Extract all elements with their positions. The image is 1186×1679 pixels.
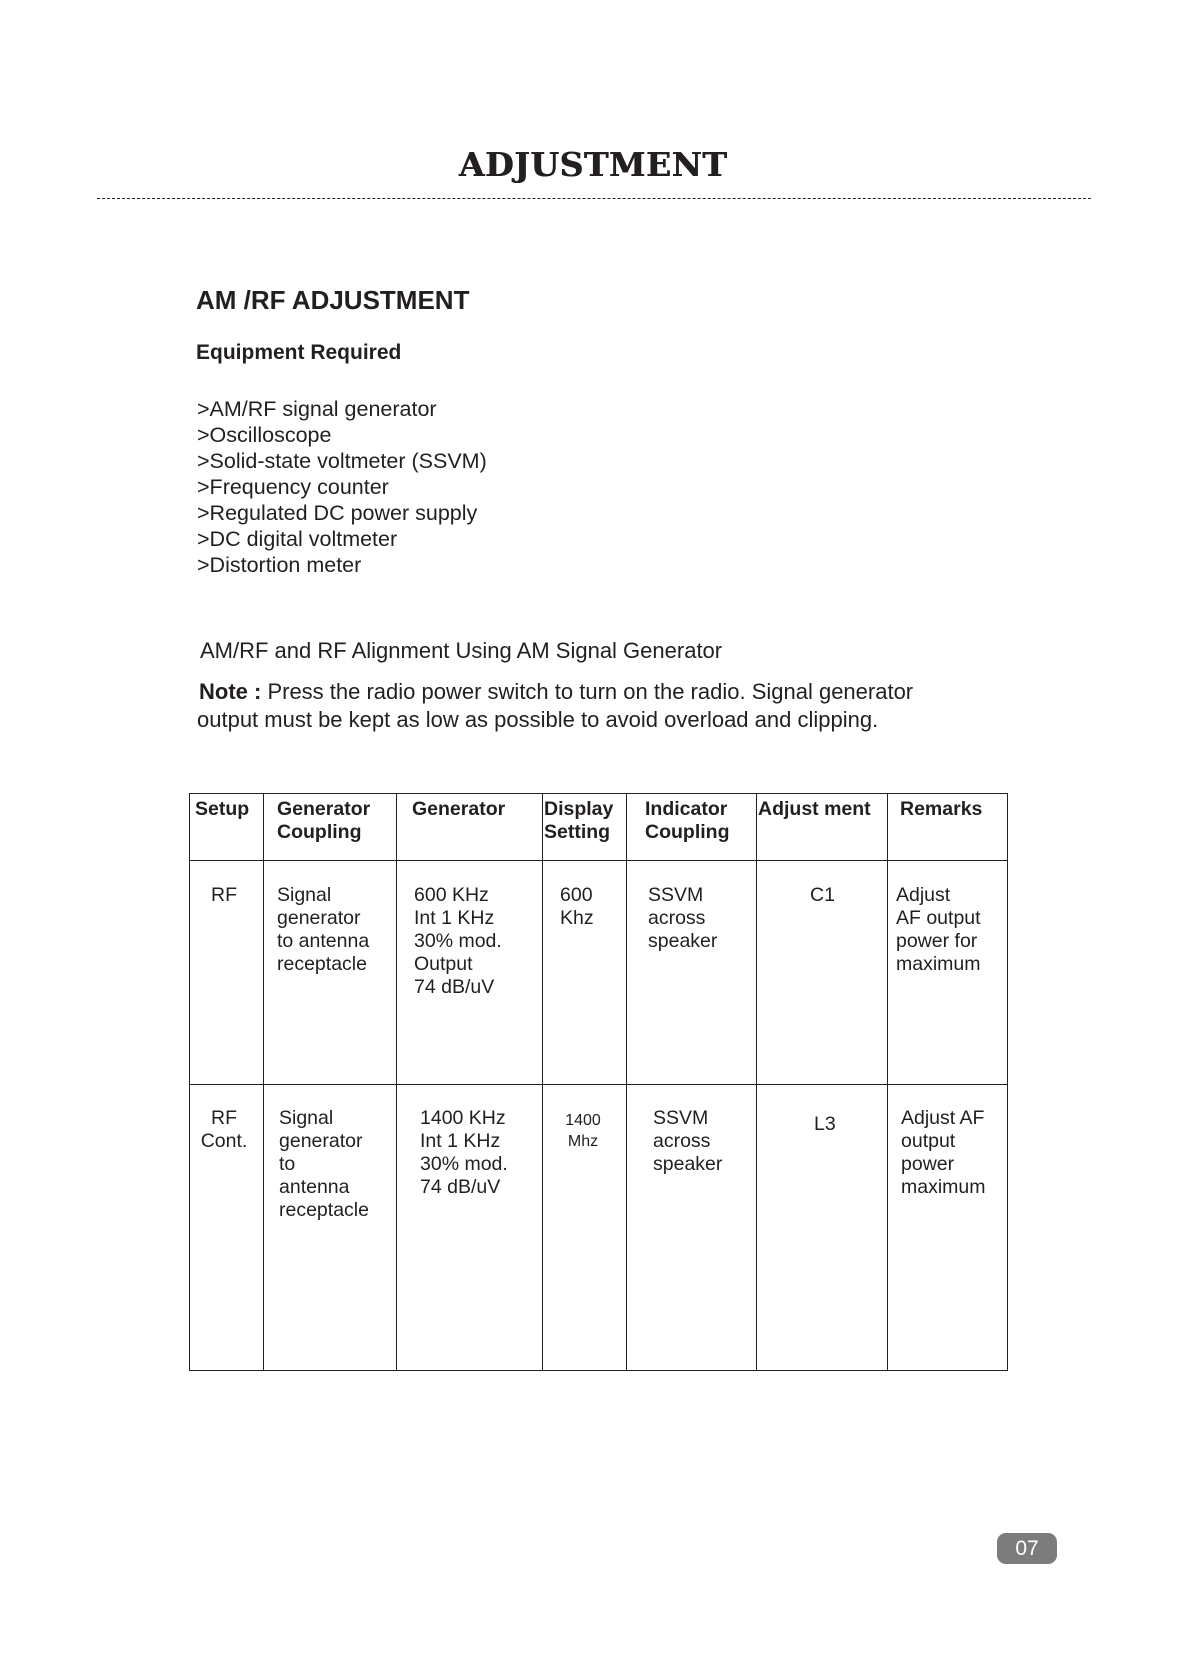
equipment-item: >Solid-state voltmeter (SSVM) bbox=[197, 449, 487, 473]
header-indicator-coupling: Indicator Coupling bbox=[627, 794, 757, 861]
cell-generator: 600 KHz Int 1 KHz 30% mod. Output 74 dB/uV bbox=[397, 861, 543, 1085]
note-text: Press the radio power switch to turn on the radio. Signal generator bbox=[261, 679, 914, 704]
table-row bbox=[190, 861, 1008, 1085]
equipment-item: >DC digital voltmeter bbox=[197, 527, 398, 551]
header-display-setting: Display Setting bbox=[543, 794, 627, 861]
table-row bbox=[190, 1085, 1008, 1371]
equipment-item: >Oscilloscope bbox=[197, 423, 332, 447]
header-generator: Generator bbox=[397, 794, 543, 861]
cell-generator-coupling: Signal generator to antenna receptacle bbox=[264, 1085, 397, 1371]
adjustment-table bbox=[189, 793, 1008, 1371]
title-divider bbox=[97, 198, 1091, 199]
cell-display-setting: 1400 Mhz bbox=[543, 1085, 627, 1371]
page-number-badge: 07 bbox=[997, 1533, 1057, 1564]
cell-remarks: Adjust AF output power for maximum bbox=[888, 861, 1008, 1085]
cell-indicator-coupling: SSVM across speaker bbox=[627, 1085, 757, 1371]
note-text-continued: output must be kept as low as possible to avoid overload and clipping. bbox=[197, 707, 879, 732]
cell-remarks: Adjust AF output power maximum bbox=[888, 1085, 1008, 1371]
equipment-item: >AM/RF signal generator bbox=[197, 397, 437, 421]
header-generator-coupling: Generator Coupling bbox=[264, 794, 397, 861]
equipment-item: >Distortion meter bbox=[197, 553, 362, 577]
equipment-list bbox=[197, 396, 487, 578]
note-label: Note : bbox=[199, 679, 262, 704]
section-heading: AM /RF ADJUSTMENT bbox=[196, 285, 470, 315]
header-setup: Setup bbox=[190, 794, 264, 861]
cell-adjustment: C1 bbox=[757, 861, 888, 1085]
note-paragraph bbox=[197, 678, 997, 734]
equipment-heading: Equipment Required bbox=[196, 341, 402, 364]
header-remarks: Remarks bbox=[888, 794, 1008, 861]
cell-setup: RF Cont. bbox=[190, 1085, 264, 1371]
header-adjustment: Adjust ment bbox=[757, 794, 888, 861]
page-title: ADJUSTMENT bbox=[458, 145, 728, 184]
alignment-title: AM/RF and RF Alignment Using AM Signal Generator bbox=[200, 638, 723, 663]
cell-adjustment: L3 bbox=[757, 1085, 888, 1371]
cell-generator-coupling: Signal generator to antenna receptacle bbox=[264, 861, 397, 1085]
equipment-item: >Regulated DC power supply bbox=[197, 501, 478, 525]
equipment-item: >Frequency counter bbox=[197, 475, 389, 499]
cell-display-setting: 600 Khz bbox=[543, 861, 627, 1085]
table-header-row bbox=[190, 794, 1008, 861]
cell-generator: 1400 KHz Int 1 KHz 30% mod. 74 dB/uV bbox=[397, 1085, 543, 1371]
cell-setup: RF bbox=[190, 861, 264, 1085]
cell-indicator-coupling: SSVM across speaker bbox=[627, 861, 757, 1085]
